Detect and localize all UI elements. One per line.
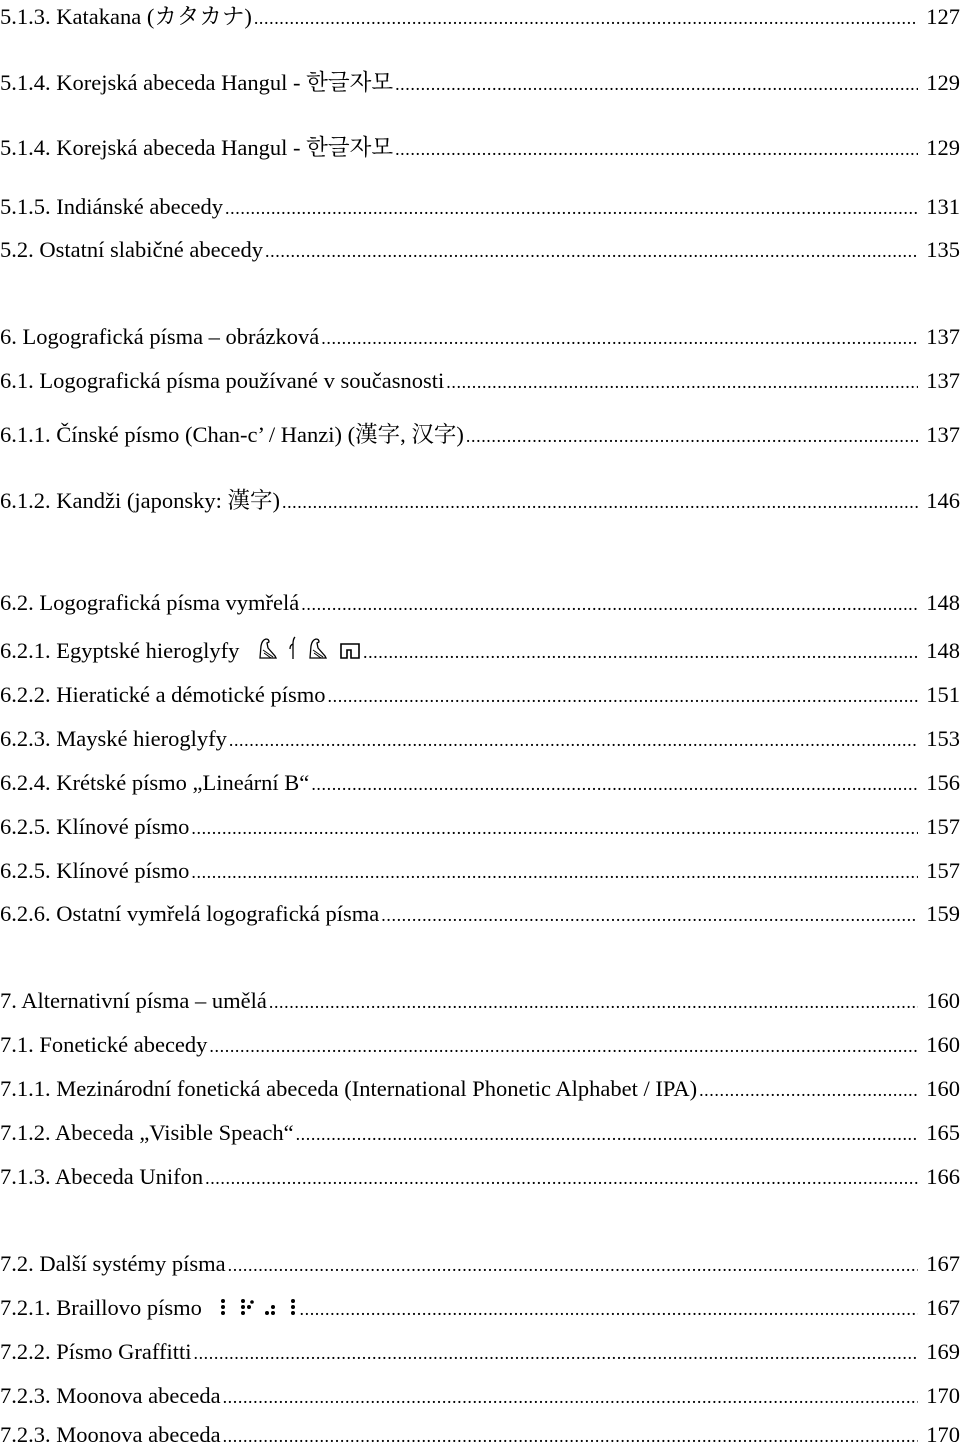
toc-entry[interactable] — [0, 1381, 960, 1411]
toc-entry[interactable] — [0, 1118, 960, 1148]
toc-entry-page: 137 — [926, 368, 960, 393]
toc-entry-page: 166 — [926, 1164, 960, 1189]
toc-entry-title — [0, 1249, 226, 1279]
toc-entry-title — [0, 68, 393, 98]
toc-entry-title — [0, 899, 379, 929]
dot-leader — [269, 987, 918, 1017]
toc-entry-page: 137 — [926, 422, 960, 447]
toc-entry-title — [0, 192, 223, 222]
toc-entry-number: 7.2. — [0, 1251, 34, 1276]
toc-entry-page: 170 — [926, 1422, 960, 1447]
toc-entry-title — [0, 986, 267, 1016]
toc-entry-title — [0, 235, 263, 265]
toc-entry-page: 137 — [926, 324, 960, 349]
dot-leader — [300, 1294, 919, 1324]
toc-entry-page: 135 — [926, 237, 960, 262]
toc-entry-text: Abeceda Unifon — [55, 1164, 204, 1189]
toc-entry-number: 6.1. — [0, 368, 34, 393]
toc-entry-number: 6.2.5. — [0, 814, 51, 839]
toc-entry-text: Korejská abeceda Hangul - 한글자모 — [56, 135, 394, 160]
toc-entry-number: 6.1.1. — [0, 422, 51, 447]
toc-entry-number: 6.2.6. — [0, 901, 51, 926]
dot-leader — [282, 487, 918, 517]
toc-entry-page: 159 — [926, 901, 960, 926]
toc-entry-number: 6.2.3. — [0, 726, 51, 751]
toc-entry-text: Krétské písmo „Lineární B“ — [56, 770, 310, 795]
toc-entry[interactable] — [0, 192, 960, 222]
toc-entry[interactable] — [0, 1249, 960, 1279]
dot-leader — [254, 3, 918, 33]
toc-entry[interactable] — [0, 768, 960, 798]
toc-entry-page: 160 — [926, 988, 960, 1013]
toc-entry-text: Moonova abeceda — [56, 1383, 221, 1408]
toc-entry[interactable] — [0, 680, 960, 710]
toc-entry-title — [0, 1420, 221, 1450]
braille-cell-icon — [288, 1297, 298, 1317]
toc-entry-title — [0, 2, 252, 32]
toc-entry-text: Fonetické abecedy — [39, 1032, 208, 1057]
dot-leader — [381, 900, 918, 930]
toc-entry-title — [0, 724, 227, 754]
toc-entry[interactable] — [0, 856, 960, 886]
toc-entry-text: Další systémy písma — [39, 1251, 226, 1276]
toc-entry[interactable] — [0, 133, 960, 163]
toc-entry-title — [0, 1337, 191, 1367]
toc-entry-page: 129 — [926, 135, 960, 160]
toc-entry[interactable] — [0, 2, 960, 32]
toc-entry-page: 165 — [926, 1120, 960, 1145]
toc-entry-text: Alternativní písma – umělá — [21, 988, 267, 1013]
toc-entry-number: 7.1.1. — [0, 1076, 51, 1101]
toc-entry-title — [0, 322, 319, 352]
toc-entry-number: 6.2.4. — [0, 770, 51, 795]
toc-entry-number: 6.1.2. — [0, 488, 51, 513]
toc-entry-title — [0, 133, 393, 163]
toc-entry-page: 148 — [926, 638, 960, 663]
toc-entry-number: 7.1. — [0, 1032, 34, 1057]
toc-entry[interactable] — [0, 899, 960, 929]
toc-entry[interactable] — [0, 588, 960, 618]
dot-leader — [191, 857, 918, 887]
toc-entry-title — [0, 1162, 203, 1192]
dot-leader — [301, 589, 918, 619]
toc-entry-title — [0, 486, 280, 516]
toc-entry-text: Logografická písma vymřelá — [39, 590, 300, 615]
toc-entry-page: 127 — [926, 4, 960, 29]
toc-entry-text: Mayské hieroglyfy — [56, 726, 227, 751]
toc-entry-text: Čínské písmo (Chan-c’ / Hanzi) (漢字, 汉字) — [56, 422, 464, 447]
toc-entry-text: Logografická písma – obrázková — [22, 324, 320, 349]
toc-entry-text: Kandži (japonsky: 漢字) — [56, 488, 280, 513]
dot-leader — [311, 769, 918, 799]
toc-entry[interactable] — [0, 812, 960, 842]
dot-leader — [265, 236, 918, 266]
toc-entry-page: 151 — [926, 682, 960, 707]
toc-entry[interactable] — [0, 1074, 960, 1104]
toc-entry-title — [0, 636, 361, 666]
toc-entry-page: 170 — [926, 1383, 960, 1408]
dot-leader — [699, 1075, 918, 1105]
toc-entry-number: 5.1.4. — [0, 70, 51, 95]
toc-entry[interactable] — [0, 636, 960, 666]
toc-entry-number: 7.2.2. — [0, 1339, 51, 1364]
toc-entry-text: Abeceda „Visible Speach“ — [55, 1120, 294, 1145]
toc-entry-number: 5.2. — [0, 237, 34, 262]
toc-entry-text: Indiánské abecedy — [56, 194, 224, 219]
hieroglyph-glyphs — [257, 636, 361, 660]
braille-cell-icon — [240, 1297, 254, 1317]
toc-entry-page: 131 — [926, 194, 960, 219]
toc-entry-page: 156 — [926, 770, 960, 795]
dot-leader — [296, 1119, 918, 1149]
toc-entry-number: 5.1.5. — [0, 194, 51, 219]
toc-entry-page: 160 — [926, 1032, 960, 1057]
toc-entry-page: 160 — [926, 1076, 960, 1101]
toc-entry[interactable] — [0, 420, 960, 450]
toc-entry[interactable] — [0, 366, 960, 396]
vulture-hieroglyph-icon — [257, 636, 279, 660]
toc-entry-page: 167 — [926, 1295, 960, 1320]
toc-entry[interactable] — [0, 986, 960, 1016]
toc-entry-number: 7.2.1. — [0, 1295, 51, 1320]
braille-cell-icon — [220, 1297, 230, 1317]
toc-entry-title — [0, 588, 299, 618]
toc-entry-number: 7.2.3. — [0, 1422, 51, 1447]
dot-leader — [395, 69, 918, 99]
dot-leader — [191, 813, 918, 843]
toc-entry[interactable] — [0, 235, 960, 265]
toc-entry-number: 6.2.1. — [0, 638, 51, 663]
toc-entry-text: Braillovo písmo — [56, 1295, 202, 1320]
toc-entry-text: Ostatní vymřelá logografická písma — [56, 901, 380, 926]
dot-leader — [446, 367, 918, 397]
toc-entry-number: 6.2.2. — [0, 682, 51, 707]
toc-entry-number: 7. — [0, 988, 17, 1013]
toc-entry-title — [0, 1118, 294, 1148]
toc-entry-number: 5.1.3. — [0, 4, 51, 29]
toc-entry[interactable] — [0, 68, 960, 98]
toc-entry-title — [0, 856, 189, 886]
toc-entry-text: Katakana (カタカナ) — [56, 4, 252, 29]
dot-leader — [205, 1163, 918, 1193]
toc-entry-text: Písmo Graffitti — [56, 1339, 192, 1364]
toc-entry-number: 7.1.3. — [0, 1164, 51, 1189]
toc-entry[interactable] — [0, 1162, 960, 1192]
dot-leader — [328, 681, 918, 711]
toc-entry-number: 7.2.3. — [0, 1383, 51, 1408]
toc-entry-title — [0, 420, 464, 450]
toc-entry[interactable] — [0, 1337, 960, 1367]
toc-entry-page: 129 — [926, 70, 960, 95]
toc-entry-title — [0, 1030, 207, 1060]
toc-entry-title — [0, 1293, 298, 1323]
toc-entry-title — [0, 1074, 697, 1104]
toc-entry-title — [0, 812, 189, 842]
toc-entry-page: 157 — [926, 858, 960, 883]
dot-leader — [193, 1338, 918, 1368]
toc-entry-title — [0, 680, 326, 710]
dot-leader — [229, 725, 918, 755]
toc-entry-title — [0, 1381, 221, 1411]
dot-leader — [223, 1382, 918, 1412]
toc-entry-number: 6.2. — [0, 590, 34, 615]
toc-entry[interactable] — [0, 1030, 960, 1060]
toc-entry-number: 7.1.2. — [0, 1120, 51, 1145]
dot-leader — [223, 1421, 918, 1451]
dot-leader — [225, 193, 918, 223]
braille-glyphs — [220, 1297, 298, 1317]
toc-entry-text: Mezinárodní fonetická abeceda (International Phonetic Alphabet / IPA) — [56, 1076, 698, 1101]
toc-entry[interactable] — [0, 1420, 960, 1450]
toc-entry-page: 157 — [926, 814, 960, 839]
toc-entry-title — [0, 768, 309, 798]
toc-entry[interactable] — [0, 724, 960, 754]
toc-entry-text: Hieratické a démotické písmo — [56, 682, 326, 707]
toc-entry-text: Egyptské hieroglyfy — [56, 638, 240, 663]
toc-entry-text: Klínové písmo — [56, 858, 190, 883]
braille-cell-icon — [264, 1297, 278, 1317]
toc-entry-page: 169 — [926, 1339, 960, 1364]
dot-leader — [395, 134, 918, 164]
toc-entry-title — [0, 366, 444, 396]
toc-entry-page: 167 — [926, 1251, 960, 1276]
reed-hieroglyph-icon — [289, 636, 297, 660]
dot-leader — [321, 323, 918, 353]
dot-leader — [209, 1031, 918, 1061]
toc-entry-text: Moonova abeceda — [56, 1422, 221, 1447]
toc-entry-number: 5.1.4. — [0, 135, 51, 160]
house-hieroglyph-icon — [339, 640, 361, 660]
vulture-hieroglyph-icon — [307, 636, 329, 660]
toc-entry-text: Logografická písma používané v současnosti — [39, 368, 445, 393]
toc-entry-number: 6. — [0, 324, 17, 349]
toc-entry-text: Klínové písmo — [56, 814, 190, 839]
dot-leader — [466, 421, 918, 451]
toc-entry-text: Korejská abeceda Hangul - 한글자모 — [56, 70, 394, 95]
toc-entry[interactable] — [0, 1293, 960, 1323]
toc-entry-number: 6.2.5. — [0, 858, 51, 883]
toc-entry-page: 148 — [926, 590, 960, 615]
toc-entry[interactable] — [0, 486, 960, 516]
toc-entry-text: Ostatní slabičné abecedy — [39, 237, 264, 262]
toc-entry-page: 146 — [926, 488, 960, 513]
toc-entry[interactable] — [0, 322, 960, 352]
dot-leader — [363, 637, 918, 667]
toc-entry-page: 153 — [926, 726, 960, 751]
dot-leader — [228, 1250, 918, 1280]
